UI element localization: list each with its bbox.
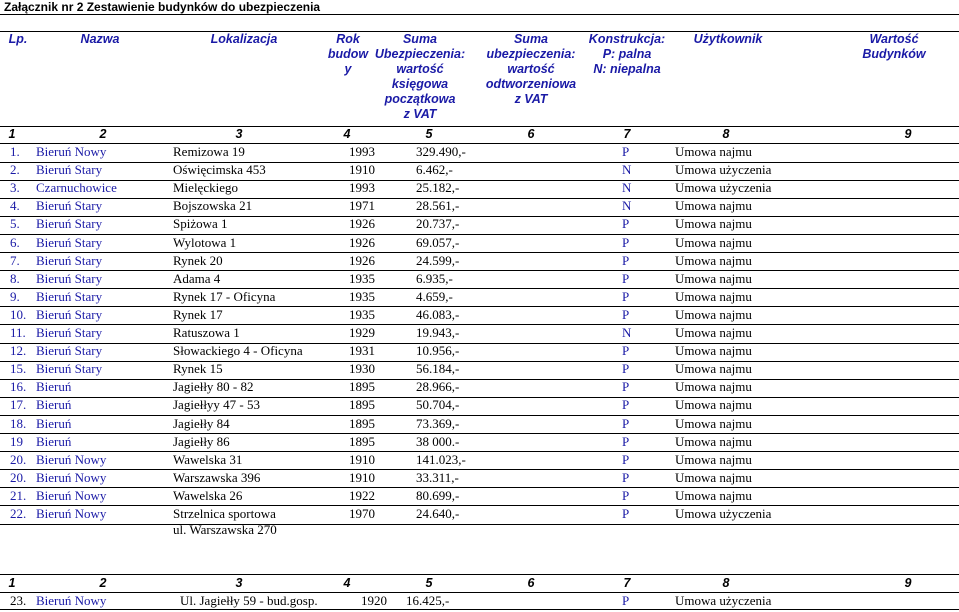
- cell-suma: 329.490,-: [416, 144, 466, 159]
- row-rule: [0, 361, 959, 362]
- cell-konstr: P: [622, 234, 630, 250]
- cell-uzyt: Umowa użyczenia: [675, 180, 772, 196]
- cell-lp: 5.: [10, 216, 20, 232]
- cell-nazwa: Bieruń Stary: [36, 198, 103, 214]
- row-rule: [0, 343, 959, 344]
- cell-lok: Jagiełły 80 - 82: [173, 379, 254, 395]
- cell-rok: 1910: [349, 451, 375, 467]
- cell-suma: 19.943,-: [416, 325, 460, 340]
- cell-lp: 6.: [10, 234, 20, 250]
- cell-lok: Oświęcimska 453: [173, 162, 266, 178]
- cell-rok: 1993: [349, 144, 375, 159]
- cell-lok: Strzelnica sportowa: [173, 506, 276, 521]
- cell-uzyt: Umowa użyczenia: [675, 162, 772, 178]
- cell-nazwa: Bieruń Stary: [36, 252, 103, 268]
- row-rule: [0, 270, 959, 271]
- column-number: 8: [722, 127, 730, 141]
- header-suma_ksiegowa: Suma Ubezpieczenia: wartość księgowa początkowa z VAT: [374, 32, 466, 121]
- cell-rok: 1929: [349, 325, 375, 340]
- cell-nazwa: Czarnuchowice: [36, 180, 117, 196]
- cell-uzyt: Umowa użyczenia: [675, 506, 772, 521]
- column-number: 7: [623, 576, 631, 590]
- cell-nazwa: Bieruń: [36, 415, 72, 431]
- row-rule: [0, 433, 959, 434]
- cell-suma: 50.704,-: [416, 397, 460, 413]
- cell-rok: 1993: [349, 180, 375, 196]
- cell-lp: 20.: [10, 469, 27, 485]
- cell-rok: 1910: [349, 469, 375, 485]
- header-nazwa: Nazwa: [80, 32, 120, 46]
- cell-uzyt: Umowa najmu: [675, 234, 752, 250]
- document-title: Załącznik nr 2 Zestawienie budynków do ubezpieczenia: [4, 0, 321, 14]
- cell-lp: 18.: [10, 415, 27, 431]
- cell-lok: Warszawska 396: [173, 469, 261, 485]
- cell-konstr: P: [622, 216, 630, 232]
- cell-lok: Bojszowska 21: [173, 198, 253, 214]
- cell-lok: Ratuszowa 1: [173, 325, 240, 340]
- cell-lok: Spiżowa 1: [173, 216, 228, 232]
- cell-lp: 22.: [10, 506, 27, 521]
- cell-konstr: P: [622, 361, 630, 377]
- column-number: 2: [99, 127, 107, 141]
- cell-suma: 69.057,-: [416, 234, 460, 250]
- cell-lp: 19: [10, 433, 23, 449]
- cell-konstr: N: [622, 325, 632, 340]
- cell-konstr: P: [622, 270, 630, 286]
- row-rule: [0, 505, 959, 506]
- cell-lp: 16.: [10, 379, 27, 395]
- cell-nazwa: Bieruń Nowy: [36, 593, 107, 608]
- column-number: 9: [904, 576, 912, 590]
- cell-uzyt: Umowa najmu: [675, 270, 752, 286]
- cell-suma: 25.182,-: [416, 180, 460, 196]
- cell-lok: Ul. Jagiełły 59 - bud.gosp.: [180, 593, 318, 608]
- cell-suma: 24.640,-: [416, 506, 460, 521]
- cell-lp: 15.: [10, 361, 27, 377]
- cell-rok: 1926: [349, 216, 375, 232]
- cell-suma: 33.311,-: [416, 469, 459, 485]
- cell-uzyt: Umowa najmu: [675, 252, 752, 268]
- cell-uzyt: Umowa najmu: [675, 415, 752, 431]
- cell-nazwa: Bieruń Stary: [36, 288, 103, 304]
- cell-lok: Wawelska 31: [173, 451, 243, 467]
- column-number: 5: [425, 576, 433, 590]
- column-number: 8: [722, 576, 730, 590]
- cell-uzyt: Umowa najmu: [675, 469, 752, 485]
- cell-konstr: P: [622, 379, 630, 395]
- cell-rok: 1895: [349, 433, 375, 449]
- cell-nazwa: Bieruń Stary: [36, 325, 103, 340]
- cell-suma: 28.561,-: [416, 198, 460, 214]
- row-rule: [0, 306, 959, 307]
- cell-rok: 1931: [349, 343, 375, 359]
- cell-suma: 6.462,-: [416, 162, 453, 178]
- cell-konstr: P: [622, 306, 630, 322]
- cell-suma: 10.956,-: [416, 343, 460, 359]
- row-rule: [0, 198, 959, 199]
- cell-uzyt: Umowa najmu: [675, 288, 752, 304]
- cell-lok: Rynek 17 - Oficyna: [173, 288, 276, 304]
- cell-suma: 28.966,-: [416, 379, 460, 395]
- cell-konstr: P: [622, 451, 630, 467]
- cell-lp: 12.: [10, 343, 27, 359]
- cell-lp: 2.: [10, 162, 20, 178]
- cell-lp: 7.: [10, 252, 20, 268]
- title-rule: [0, 14, 959, 15]
- cell-suma: 80.699,-: [416, 487, 460, 503]
- cell-nazwa: Bieruń Stary: [36, 306, 103, 322]
- cell-lp: 23.: [10, 593, 27, 608]
- column-number: 4: [343, 576, 351, 590]
- column-number: 5: [425, 127, 433, 141]
- column-number: 1: [8, 127, 16, 141]
- cell-rok: 1920: [361, 593, 387, 608]
- cell-nazwa: Bieruń Stary: [36, 361, 103, 377]
- row-rule: [0, 324, 959, 325]
- cell-rok: 1935: [349, 288, 375, 304]
- cell-lok: Jagiełły 86: [173, 433, 230, 449]
- row-rule: [0, 234, 959, 235]
- row-rule: [0, 469, 959, 470]
- cell-rok: 1971: [349, 198, 375, 214]
- cell-uzyt: Umowa najmu: [675, 451, 752, 467]
- row-rule: [0, 379, 959, 380]
- row-rule: [0, 162, 959, 163]
- column-number: 7: [623, 127, 631, 141]
- cell-lok: Słowackiego 4 - Oficyna: [173, 343, 303, 359]
- cell-uzyt: Umowa najmu: [675, 325, 752, 340]
- header-konstrukcja: Konstrukcja: P: palna N: niepalna: [588, 32, 666, 76]
- column-number: 9: [904, 127, 912, 141]
- cell-rok: 1910: [349, 162, 375, 178]
- cell-lok: Jagiełłyy 47 - 53: [173, 397, 261, 413]
- row-rule: [0, 451, 959, 452]
- cell-nazwa: Bieruń Stary: [36, 216, 103, 232]
- cell-lp: 20.: [10, 451, 27, 467]
- cell-konstr: P: [622, 144, 630, 159]
- cell-suma: 6.935,-: [416, 270, 453, 286]
- header-lp: Lp.: [8, 32, 28, 46]
- cell-suma: 38 000.-: [416, 433, 460, 449]
- cell-uzyt: Umowa najmu: [675, 216, 752, 232]
- cell-suma: 73.369,-: [416, 415, 460, 431]
- cell-lok: Wawelska 26: [173, 487, 243, 503]
- cell-nazwa: Bieruń Nowy: [36, 451, 107, 467]
- row-rule: [0, 487, 959, 488]
- cell-rok: 1926: [349, 252, 375, 268]
- cell-uzyt: Umowa użyczenia: [675, 593, 772, 608]
- cell-konstr: N: [622, 180, 632, 196]
- header-lokalizacja: Lokalizacja: [210, 32, 278, 46]
- cell-lp: 8.: [10, 270, 20, 286]
- cell-suma: 4.659,-: [416, 288, 453, 304]
- cell-konstr: P: [622, 397, 630, 413]
- header-suma_odtw: Suma ubezpieczenia: wartość odtworzeniowa z VAT: [485, 32, 577, 106]
- numbers2-bottom-rule: [0, 592, 959, 593]
- cell-uzyt: Umowa najmu: [675, 487, 752, 503]
- cell-lok: Jagiełły 84: [173, 415, 230, 431]
- cell-nazwa: Bieruń Stary: [36, 234, 103, 250]
- column-number: 3: [235, 127, 243, 141]
- cell-rok: 1930: [349, 361, 375, 377]
- cell-konstr: P: [622, 343, 630, 359]
- cell-konstr: P: [622, 469, 630, 485]
- cell-nazwa: Bieruń Nowy: [36, 469, 107, 485]
- cell-suma: 24.599,-: [416, 252, 460, 268]
- cell-konstr: P: [622, 433, 630, 449]
- cell-nazwa: Bieruń Nowy: [36, 487, 107, 503]
- row-rule: [0, 524, 959, 525]
- cell-uzyt: Umowa najmu: [675, 397, 752, 413]
- cell-uzyt: Umowa najmu: [675, 144, 752, 159]
- numbers2-top-rule: [0, 574, 959, 575]
- cell-rok: 1935: [349, 306, 375, 322]
- row-rule: [0, 397, 959, 398]
- cell-lp: 21.: [10, 487, 27, 503]
- cell-nazwa: Bieruń Stary: [36, 270, 103, 286]
- cell-lp: 9.: [10, 288, 20, 304]
- row-rule: [0, 415, 959, 416]
- cell-lok: Rynek 15: [173, 361, 223, 377]
- cell-lp: 10.: [10, 306, 27, 322]
- cell-lok: Wylotowa 1: [173, 234, 237, 250]
- column-number: 6: [527, 576, 535, 590]
- cell-uzyt: Umowa najmu: [675, 198, 752, 214]
- cell-rok: 1922: [349, 487, 375, 503]
- cell-uzyt: Umowa najmu: [675, 361, 752, 377]
- cell-rok: 1935: [349, 270, 375, 286]
- cell-suma: 56.184,-: [416, 361, 460, 377]
- cell-nazwa: Bieruń: [36, 433, 72, 449]
- cell-lok: Remizowa 19: [173, 144, 245, 159]
- rows2-bottom-rule: [0, 609, 959, 610]
- cell-nazwa: Bieruń: [36, 379, 72, 395]
- header-rok: Rok budow y: [327, 32, 369, 76]
- cell-konstr: P: [622, 288, 630, 304]
- column-number: 6: [527, 127, 535, 141]
- cell-lok: Rynek 20: [173, 252, 223, 268]
- cell-rok: 1895: [349, 397, 375, 413]
- column-number: 4: [343, 127, 351, 141]
- cell-lp: 11.: [10, 325, 26, 340]
- numbers-bottom-rule: [0, 143, 959, 144]
- cell-konstr: P: [622, 252, 630, 268]
- header-wartosc: Wartość Budynków: [862, 32, 926, 61]
- row-rule: [0, 216, 959, 217]
- cell-rok: 1895: [349, 379, 375, 395]
- cell-uzyt: Umowa najmu: [675, 379, 752, 395]
- cell-suma: 141.023,-: [416, 451, 466, 467]
- column-number: 3: [235, 576, 243, 590]
- cell-lp: 17.: [10, 397, 27, 413]
- row-rule: [0, 288, 959, 289]
- cell-nazwa: Bieruń Stary: [36, 343, 103, 359]
- cell-konstr: N: [622, 162, 632, 178]
- cell-konstr: N: [622, 198, 632, 214]
- cell-rok: 1895: [349, 415, 375, 431]
- cell-suma: 16.425,-: [406, 593, 450, 608]
- header-uzytkownik: Użytkownik: [693, 32, 763, 46]
- cell-suma: 20.737,-: [416, 216, 460, 232]
- cell-lok: Mielęckiego: [173, 180, 238, 196]
- cell-uzyt: Umowa najmu: [675, 343, 752, 359]
- column-number: 1: [8, 576, 16, 590]
- cell-lok-line2: ul. Warszawska 270: [173, 522, 277, 537]
- cell-lp: 3.: [10, 180, 20, 196]
- cell-uzyt: Umowa najmu: [675, 433, 752, 449]
- row-rule: [0, 252, 959, 253]
- numbers-top-rule: [0, 126, 959, 127]
- cell-konstr: P: [622, 593, 630, 608]
- cell-rok: 1926: [349, 234, 375, 250]
- cell-suma: 46.083,-: [416, 306, 460, 322]
- column-number: 2: [99, 576, 107, 590]
- cell-konstr: P: [622, 506, 630, 521]
- row-rule: [0, 180, 959, 181]
- cell-rok: 1970: [349, 506, 375, 521]
- cell-nazwa: Bieruń: [36, 397, 72, 413]
- cell-uzyt: Umowa najmu: [675, 306, 752, 322]
- cell-lok: Rynek 17: [173, 306, 223, 322]
- cell-konstr: P: [622, 487, 630, 503]
- cell-nazwa: Bieruń Nowy: [36, 144, 107, 159]
- cell-nazwa: Bieruń Nowy: [36, 506, 107, 521]
- cell-lp: 1.: [10, 144, 20, 159]
- cell-nazwa: Bieruń Stary: [36, 162, 103, 178]
- cell-lp: 4.: [10, 198, 20, 214]
- cell-lok: Adama 4: [173, 270, 221, 286]
- cell-konstr: P: [622, 415, 630, 431]
